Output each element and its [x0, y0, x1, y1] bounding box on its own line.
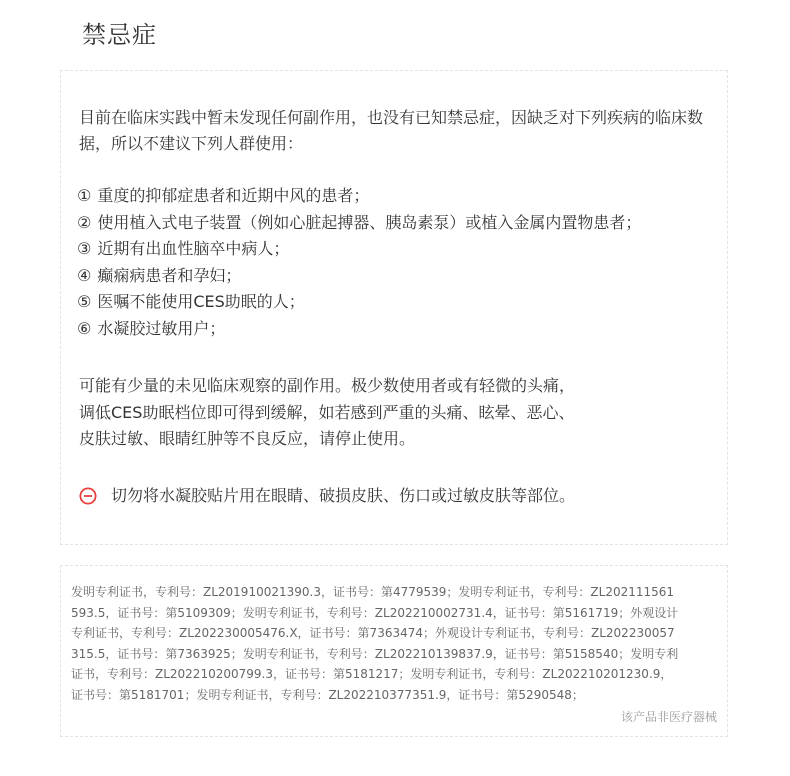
- item-text: 医嘱不能使用CES助眠的人；: [97, 292, 305, 311]
- contraindications-panel: [60, 70, 728, 545]
- list-item: [77, 316, 722, 343]
- item-text: 近期有出血性脑卒中病人；: [97, 239, 290, 258]
- item-text: 水凝胶过敏用户；: [97, 318, 226, 338]
- item-text: 癫痫病患者和孕妇；: [97, 265, 242, 285]
- warning-row: [79, 483, 575, 509]
- prohibited-icon: [79, 487, 97, 505]
- patent-line: 发明专利证书，专利号：ZL201910021390.3，证书号：第4779539；发明专利证书，专利号：ZL202111561: [71, 585, 675, 599]
- side-effects-line: 皮肤过敏、眼睛红肿等不良反应，请停止使用。: [79, 429, 416, 448]
- patent-line: 315.5，证书号：第7363925；发明专利证书，专利号：ZL202210139837.9，证书号：第5158540；发明专利: [71, 646, 679, 661]
- item-number: ①: [77, 186, 92, 205]
- warning-text: 切勿将水凝胶贴片用在眼睛、破损皮肤、伤口或过敏皮肤等部位。: [111, 486, 576, 505]
- item-number: ②: [77, 212, 92, 232]
- patent-line: 专利证书，专利号：ZL202230005476.X，证书号：第7363474；外观设计专利证书，专利号：ZL202230057: [71, 626, 675, 640]
- side-effects-text: [79, 373, 719, 453]
- list-item: [77, 263, 722, 290]
- item-number: ③: [77, 239, 92, 258]
- item-number: ⑥: [77, 318, 92, 338]
- item-text: 使用植入式电子装置（例如心脏起搏器、胰岛素泵）或植入金属内置物患者；: [97, 212, 642, 232]
- patent-panel: [60, 565, 728, 737]
- patent-text: [71, 582, 721, 705]
- side-effects-line: 调低CES助眠档位即可得到缓解，如若感到严重的头痛、眩晕、恶心、: [79, 402, 575, 422]
- list-item: [77, 289, 722, 316]
- patent-line: 证书，专利号：ZL202210200799.3，证书号：第5181217；发明专利证书，专利号：ZL202210201230.9，: [71, 667, 673, 681]
- patent-line: 证书号：第5181701；发明专利证书，专利号：ZL202210377351.9，证书号：第5290548；: [71, 687, 584, 702]
- disclaimer: 该产品非医疗器械: [620, 710, 717, 724]
- item-number: ⑤: [77, 292, 92, 311]
- side-effects-line: 可能有少量的未见临床观察的副作用。极少数使用者或有轻微的头痛，: [79, 376, 576, 395]
- list-item: [77, 183, 722, 210]
- contraindication-list: [77, 183, 722, 342]
- item-number: ④: [77, 265, 92, 285]
- list-item: [77, 210, 722, 237]
- patent-line: 593.5，证书号：第5109309；发明专利证书，专利号：ZL202210002731.4，证书号：第5161719；外观设计: [71, 605, 679, 620]
- item-text: 重度的抑郁症患者和近期中风的患者；: [97, 186, 370, 205]
- intro-text: 目前在临床实践中暂未发现任何副作用，也没有已知禁忌症，因缺乏对下列疾病的临床数据，所以不建议下列人群使用：: [79, 108, 704, 153]
- list-item: [77, 236, 722, 263]
- page-title: 禁忌症: [82, 21, 157, 49]
